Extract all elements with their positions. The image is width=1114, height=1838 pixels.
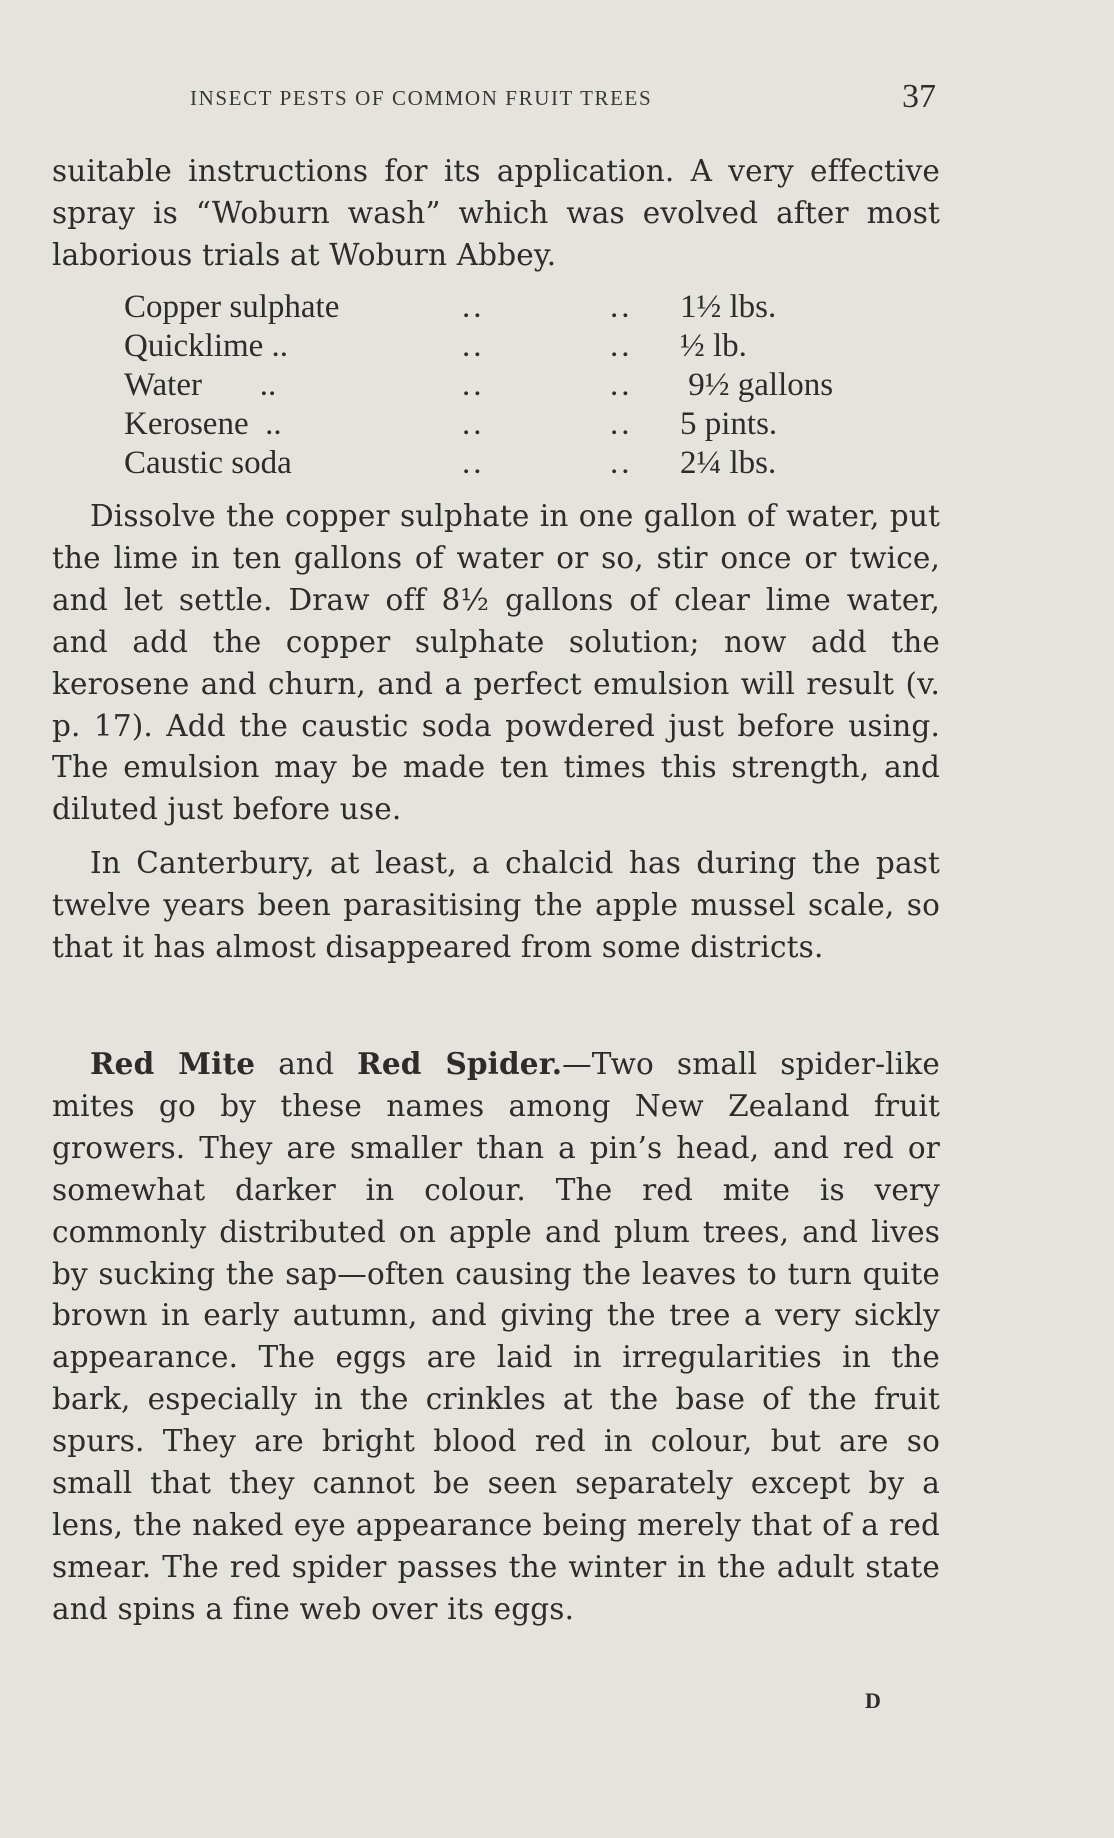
signature-mark: D (865, 1688, 882, 1713)
recipe-ingredient: Kerosene .. (124, 406, 282, 442)
running-title: INSECT PESTS OF COMMON FRUIT TREES (190, 86, 653, 110)
recipe-quantity: 2¼ lbs. (680, 445, 777, 481)
recipe-row (124, 405, 864, 444)
recipe-leader-dots: .. (462, 445, 485, 481)
recipe-leader-dots: .. (462, 289, 485, 325)
recipe-quantity: 5 pints. (680, 406, 778, 442)
recipe-leader-dots: .. (462, 328, 485, 364)
red-mite-body: —Two small spider-like mites go by these names among New Zealand fruit growers. They are smaller than a pin’s head, and red or somewhat darker in colour. The red mite is very commonly distributed on apple and plum trees, and lives by sucking the sap—often causing the leaves to turn quite brown in early autumn, and giving the tree a very sickly appearance. The eggs are laid in irregularities in the bark, especially in the crinkles at the base of the fruit spurs. They are bright blood red in colour, but are so small that they cannot be seen separately except by a lens, the naked eye appearance being merely that of a red smear. The red spider passes the winter in the adult state and spins a fine web over its eggs. (52, 1047, 940, 1626)
recipe-leader-dots: .. (610, 289, 633, 325)
recipe-leader-dots: .. (462, 367, 485, 403)
running-head (0, 78, 1114, 118)
heading-red-mite: Red Mite (90, 1046, 256, 1081)
recipe-row (124, 327, 864, 366)
recipe-leader-dots: .. (462, 406, 485, 442)
heading-red-spider: Red Spider. (357, 1046, 563, 1081)
recipe-leader-dots: .. (610, 406, 633, 442)
paragraph-red-mite (52, 1043, 940, 1631)
paragraph-method: Dissolve the copper sulphate in one gallon of water, put the lime in ten gallons of water or so, stir once or twice, and let settle. Draw off 8½ gallons of clear lime water, and add the copper sulphate solution; now add the kerosene and churn, and a perfect emulsion will result (v. p. 17). Add the caustic soda powdered just before using. The emulsion may be made ten times this strength, and diluted just before use. (52, 499, 940, 827)
recipe-row (124, 288, 864, 327)
recipe-row (124, 366, 864, 405)
heading-joiner: and (255, 1047, 358, 1081)
recipe-ingredient: Water .. (124, 367, 277, 403)
recipe-leader-dots: .. (610, 367, 633, 403)
paragraph-chalcid: In Canterbury, at least, a chalcid has during the past twelve years been parasitising the apple mussel scale, so that it has almost disappeared from some districts. (52, 846, 940, 964)
recipe-quantity: ½ lb. (680, 328, 747, 364)
recipe-quantity: 1½ lbs. (680, 289, 777, 325)
recipe-ingredient: Quicklime .. (124, 328, 289, 364)
page-number: 37 (902, 78, 936, 115)
recipe-row (124, 444, 864, 483)
recipe-quantity: 9½ gallons (680, 367, 834, 403)
recipe-ingredient: Copper sulphate (124, 289, 340, 325)
recipe-leader-dots: .. (610, 445, 633, 481)
paragraph-intro: suitable instructions for its application. A very effective spray is “Woburn wash” which was evolved after most laborious trials at Woburn Abbey. (52, 154, 940, 272)
woburn-wash-recipe (124, 288, 864, 483)
recipe-ingredient: Caustic soda (124, 445, 292, 481)
recipe-leader-dots: .. (610, 328, 633, 364)
